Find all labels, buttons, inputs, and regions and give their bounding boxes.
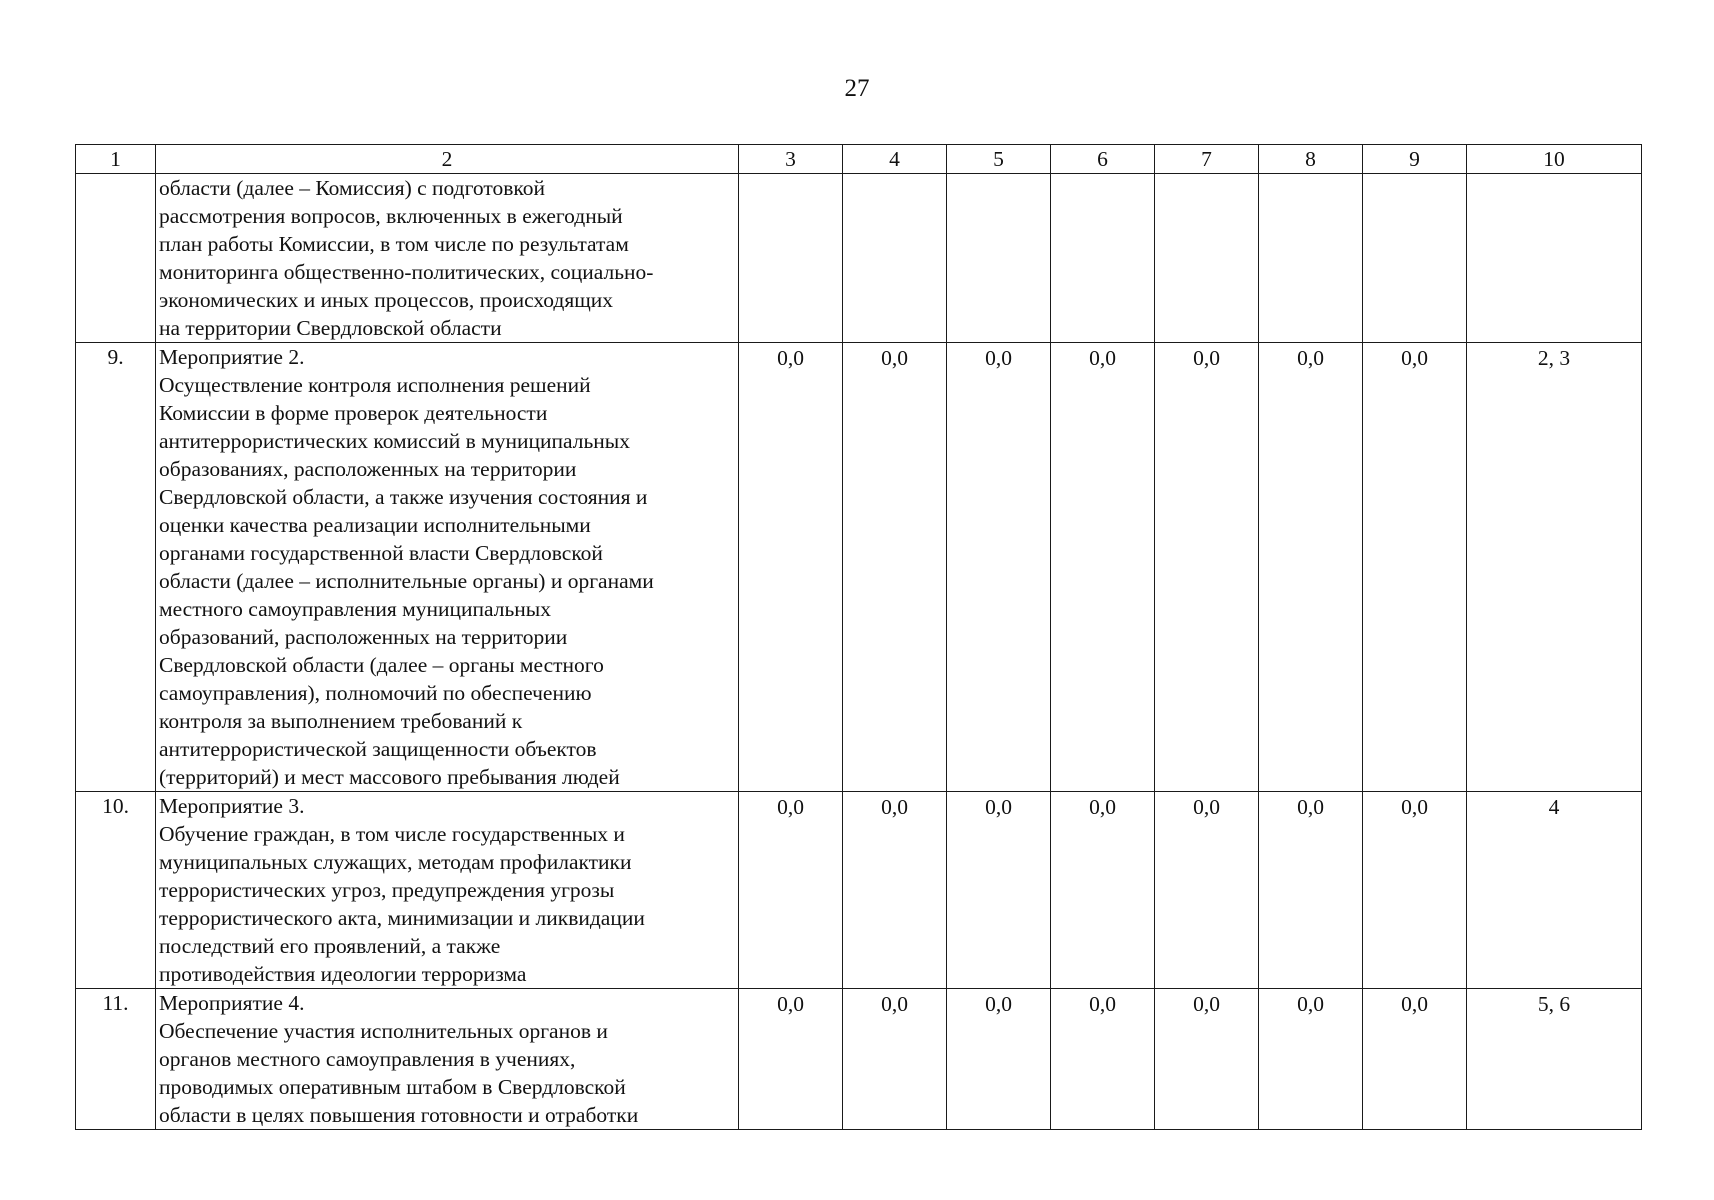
description-line: антитеррористической защищенности объектов: [159, 737, 597, 761]
description-line: мониторинга общественно-политических, социально-: [159, 260, 654, 284]
value-cell-col-5: 0,0: [947, 343, 1051, 792]
header-cell-10: 10: [1467, 145, 1642, 174]
description-line: на территории Свердловской области: [159, 316, 502, 340]
value-cell-col-9: [1363, 174, 1467, 343]
value-cell-col-4: [843, 174, 947, 343]
description-line: Мероприятие 3.: [159, 794, 305, 818]
header-cell-6: 6: [1051, 145, 1155, 174]
header-cell-5: 5: [947, 145, 1051, 174]
header-cell-2: 2: [156, 145, 739, 174]
description-line: образованиях, расположенных на территории: [159, 457, 577, 481]
value-cell-col-6: [1051, 174, 1155, 343]
value-cell-col-3: [739, 174, 843, 343]
header-row: [76, 145, 1642, 174]
row-number: 10.: [76, 792, 156, 989]
row-number: [76, 174, 156, 343]
value-cell-col-6: 0,0: [1051, 792, 1155, 989]
description-line: оценки качества реализации исполнительными: [159, 513, 591, 537]
row-description: [156, 792, 739, 989]
value-cell-col-9: 0,0: [1363, 989, 1467, 1130]
description-line: (территорий) и мест массового пребывания людей: [159, 765, 620, 789]
description-line: рассмотрения вопросов, включенных в ежегодный: [159, 204, 623, 228]
value-cell-col-4: 0,0: [843, 792, 947, 989]
header-cell-8: 8: [1259, 145, 1363, 174]
description-line: Комиссии в форме проверок деятельности: [159, 401, 548, 425]
row-description: [156, 343, 739, 792]
row-description: [156, 174, 739, 343]
description-line: самоуправления), полномочий по обеспечению: [159, 681, 592, 705]
description-line: Свердловской области (далее – органы местного: [159, 653, 604, 677]
description-line: Мероприятие 4.: [159, 991, 305, 1015]
row-number: 9.: [76, 343, 156, 792]
description-line: проводимых оперативным штабом в Свердловской: [159, 1075, 626, 1099]
value-cell-col-9: 0,0: [1363, 343, 1467, 792]
value-cell-col-3: 0,0: [739, 792, 843, 989]
header-cell-7: 7: [1155, 145, 1259, 174]
page-number: 27: [844, 75, 870, 102]
value-cell-col-3: 0,0: [739, 343, 843, 792]
description-line: террористического акта, минимизации и ликвидации: [159, 906, 645, 930]
header-cell-1: 1: [76, 145, 156, 174]
value-cell-col-7: [1155, 174, 1259, 343]
header-cell-3: 3: [739, 145, 843, 174]
table-row: [76, 792, 1642, 989]
value-cell-col-8: 0,0: [1259, 343, 1363, 792]
target-indicator-cell: 5, 6: [1467, 989, 1642, 1130]
description-line: контроля за выполнением требований к: [159, 709, 523, 733]
header-cell-4: 4: [843, 145, 947, 174]
description-line: органами государственной власти Свердловской: [159, 541, 603, 565]
row-number: 11.: [76, 989, 156, 1130]
value-cell-col-8: [1259, 174, 1363, 343]
value-cell-col-5: 0,0: [947, 989, 1051, 1130]
value-cell-col-4: 0,0: [843, 343, 947, 792]
value-cell-col-8: 0,0: [1259, 792, 1363, 989]
value-cell-col-3: 0,0: [739, 989, 843, 1130]
program-table: [75, 144, 1642, 1130]
target-indicator-cell: 4: [1467, 792, 1642, 989]
value-cell-col-6: 0,0: [1051, 343, 1155, 792]
table-row: [76, 989, 1642, 1130]
description-line: муниципальных служащих, методам профилактики: [159, 850, 632, 874]
description-line: Осуществление контроля исполнения решений: [159, 373, 591, 397]
description-line: образований, расположенных на территории: [159, 625, 568, 649]
description-line: антитеррористических комиссий в муниципальных: [159, 429, 631, 453]
description-line: Обеспечение участия исполнительных органов и: [159, 1019, 608, 1043]
description-line: план работы Комиссии, в том числе по результатам: [159, 232, 629, 256]
target-indicator-cell: 2, 3: [1467, 343, 1642, 792]
description-line: области (далее – исполнительные органы) и органами: [159, 569, 654, 593]
description-line: экономических и иных процессов, происходящих: [159, 288, 614, 312]
description-line: Свердловской области, а также изучения состояния и: [159, 485, 648, 509]
description-line: Мероприятие 2.: [159, 345, 305, 369]
description-line: органов местного самоуправления в учениях,: [159, 1047, 576, 1071]
table-row: [76, 174, 1642, 343]
value-cell-col-5: 0,0: [947, 792, 1051, 989]
description-line: Обучение граждан, в том числе государственных и: [159, 822, 625, 846]
table-row: [76, 343, 1642, 792]
target-indicator-cell: [1467, 174, 1642, 343]
description-line: террористических угроз, предупреждения угрозы: [159, 878, 615, 902]
description-line: противодействия идеологии терроризма: [159, 962, 527, 986]
value-cell-col-7: 0,0: [1155, 343, 1259, 792]
value-cell-col-8: 0,0: [1259, 989, 1363, 1130]
description-line: области (далее – Комиссия) с подготовкой: [159, 176, 545, 200]
value-cell-col-9: 0,0: [1363, 792, 1467, 989]
description-line: последствий его проявлений, а также: [159, 934, 501, 958]
value-cell-col-6: 0,0: [1051, 989, 1155, 1130]
description-line: местного самоуправления муниципальных: [159, 597, 551, 621]
description-line: области в целях повышения готовности и отработки: [159, 1103, 639, 1127]
value-cell-col-5: [947, 174, 1051, 343]
row-description: [156, 989, 739, 1130]
table-body: [76, 174, 1642, 1130]
header-cell-9: 9: [1363, 145, 1467, 174]
value-cell-col-7: 0,0: [1155, 792, 1259, 989]
value-cell-col-7: 0,0: [1155, 989, 1259, 1130]
value-cell-col-4: 0,0: [843, 989, 947, 1130]
